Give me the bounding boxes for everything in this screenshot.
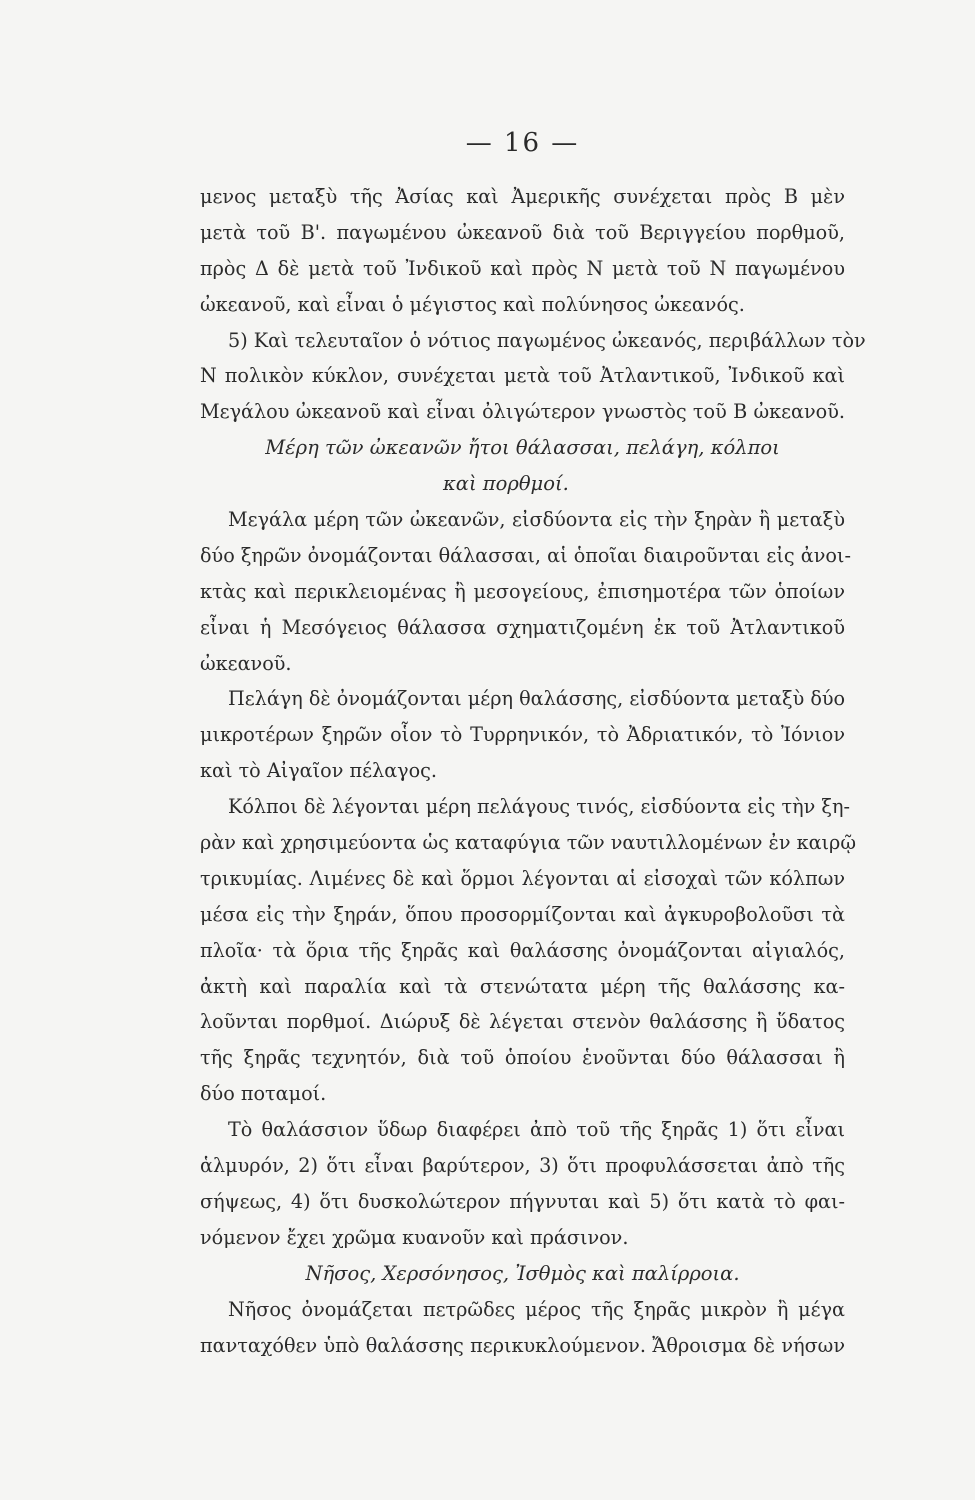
text-line: δύο ξηρῶν ὀνομάζονται θάλασσαι, αἱ ὁποῖαι διαιροῦνται εἰς ἀνοι-: [200, 543, 851, 567]
text-line: μέσα εἰς τὴν ξηράν, ὅπου προσορμίζονται καὶ ἀγκυροβολοῦσι τὰ: [200, 902, 845, 926]
text-line: νόμενον ἔχει χρῶμα κυανοῦν καὶ πράσινον.: [200, 1225, 629, 1249]
section-heading: Νῆσος, Χερσόνησος, Ἰσθμὸς καὶ παλίρροια.: [305, 1261, 740, 1285]
text-line: πανταχόθεν ὑπὸ θαλάσσης περικυκλούμενον. Ἄθροισμα δὲ νήσων: [200, 1333, 845, 1357]
text-line: κτὰς καὶ περικλειομένας ἢ μεσογείους, ἐπισημοτέρα τῶν ὁποίων: [200, 579, 845, 603]
paragraph-start-line: Κόλποι δὲ λέγονται μέρη πελάγους τινός, εἰσδύοντα εἰς τὴν ξη-: [228, 795, 850, 819]
text-line: ρὰν καὶ χρησιμεύοντα ὡς καταφύγια τῶν ναυτιλλομένων ἐν καιρῷ: [200, 831, 856, 855]
paragraph-start-line: Πελάγη δὲ ὀνομάζονται μέρη θαλάσσης, εἰσδύοντα μεταξὺ δύο: [228, 687, 846, 711]
section-heading: Μέρη τῶν ὠκεανῶν ἤτοι θάλασσαι, πελάγη, κόλποι: [265, 436, 780, 460]
body-text: [200, 179, 866, 1363]
text-line: εἶναι ἡ Μεσόγειος θάλασσα σχηματιζομένη ἐκ τοῦ Ἀτλαντικοῦ: [200, 615, 845, 639]
paragraph-start-line: 5) Καὶ τελευταῖον ὁ νότιος παγωμένος ὠκεανός, περιβάλλων τὸν: [228, 328, 866, 352]
section-heading-continued: καὶ πορθμοί.: [443, 472, 569, 496]
text-line: Μεγάλου ὠκεανοῦ καὶ εἶναι ὀλιγώτερον γνωστὸς τοῦ Β ὠκεανοῦ.: [200, 400, 845, 424]
page-number: — 16 —: [465, 128, 580, 158]
text-line: καὶ τὸ Αἰγαῖον πέλαγος.: [200, 759, 438, 783]
text-line: πρὸς Δ δὲ μετὰ τοῦ Ἰνδικοῦ καὶ πρὸς Ν μετὰ τοῦ Ν παγωμένου: [200, 256, 845, 280]
text-line: τρικυμίας. Λιμένες δὲ καὶ ὅρμοι λέγονται αἱ εἰσοχαὶ τῶν κόλπων: [200, 866, 845, 890]
paragraph-start-line: Τὸ θαλάσσιον ὕδωρ διαφέρει ἀπὸ τοῦ τῆς ξηρᾶς 1) ὅτι εἶναι: [228, 1118, 845, 1142]
paragraph-start-line: Νῆσος ὀνομάζεται πετρῶδες μέρος τῆς ξηρᾶς μικρὸν ἢ μέγα: [228, 1297, 845, 1321]
text-line: ἁλμυρόν, 2) ὅτι εἶναι βαρύτερον, 3) ὅτι προφυλάσσεται ἀπὸ τῆς: [200, 1154, 845, 1178]
text-line: ὠκεανοῦ.: [200, 651, 292, 675]
text-line: σήψεως, 4) ὅτι δυσκολώτερον πήγνυται καὶ 5) ὅτι κατὰ τὸ φαι-: [200, 1189, 845, 1213]
text-line: πλοῖα· τὰ ὅρια τῆς ξηρᾶς καὶ θαλάσσης ὀνομάζονται αἰγιαλός,: [200, 938, 845, 962]
text-line: μενος μεταξὺ τῆς Ἀσίας καὶ Ἀμερικῆς συνέχεται πρὸς Β μὲν: [200, 185, 845, 208]
text-line: Ν πολικὸν κύκλον, συνέχεται μετὰ τοῦ Ἀτλαντικοῦ, Ἰνδικοῦ καὶ: [200, 364, 845, 388]
text-line: ἀκτὴ καὶ παραλία καὶ τὰ στενώτατα μέρη τῆς θαλάσσης κα-: [200, 974, 845, 998]
text-line: λοῦνται πορθμοί. Διώρυξ δὲ λέγεται στενὸν θαλάσσης ἢ ὕδατος: [200, 1010, 845, 1034]
text-line: ὠκεανοῦ, καὶ εἶναι ὁ μέγιστος καὶ πολύνησος ὠκεανός.: [200, 292, 745, 316]
paragraph-start-line: Μεγάλα μέρη τῶν ὠκεανῶν, εἰσδύοντα εἰς τὴν ξηρὰν ἢ μεταξὺ: [228, 508, 845, 532]
text-line: τῆς ξηρᾶς τεχνητόν, διὰ τοῦ ὁποίου ἑνοῦνται δύο θάλασσαι ἢ: [200, 1046, 845, 1070]
text-line: μετὰ τοῦ Β'. παγωμένου ὠκεανοῦ διὰ τοῦ Βεριγγείου πορθμοῦ,: [200, 220, 845, 244]
text-line: δύο ποταμοί.: [200, 1082, 327, 1106]
text-line: μικροτέρων ξηρῶν οἷον τὸ Τυρρηνικόν, τὸ Ἀδριατικόν, τὸ Ἰόνιον: [200, 723, 845, 747]
